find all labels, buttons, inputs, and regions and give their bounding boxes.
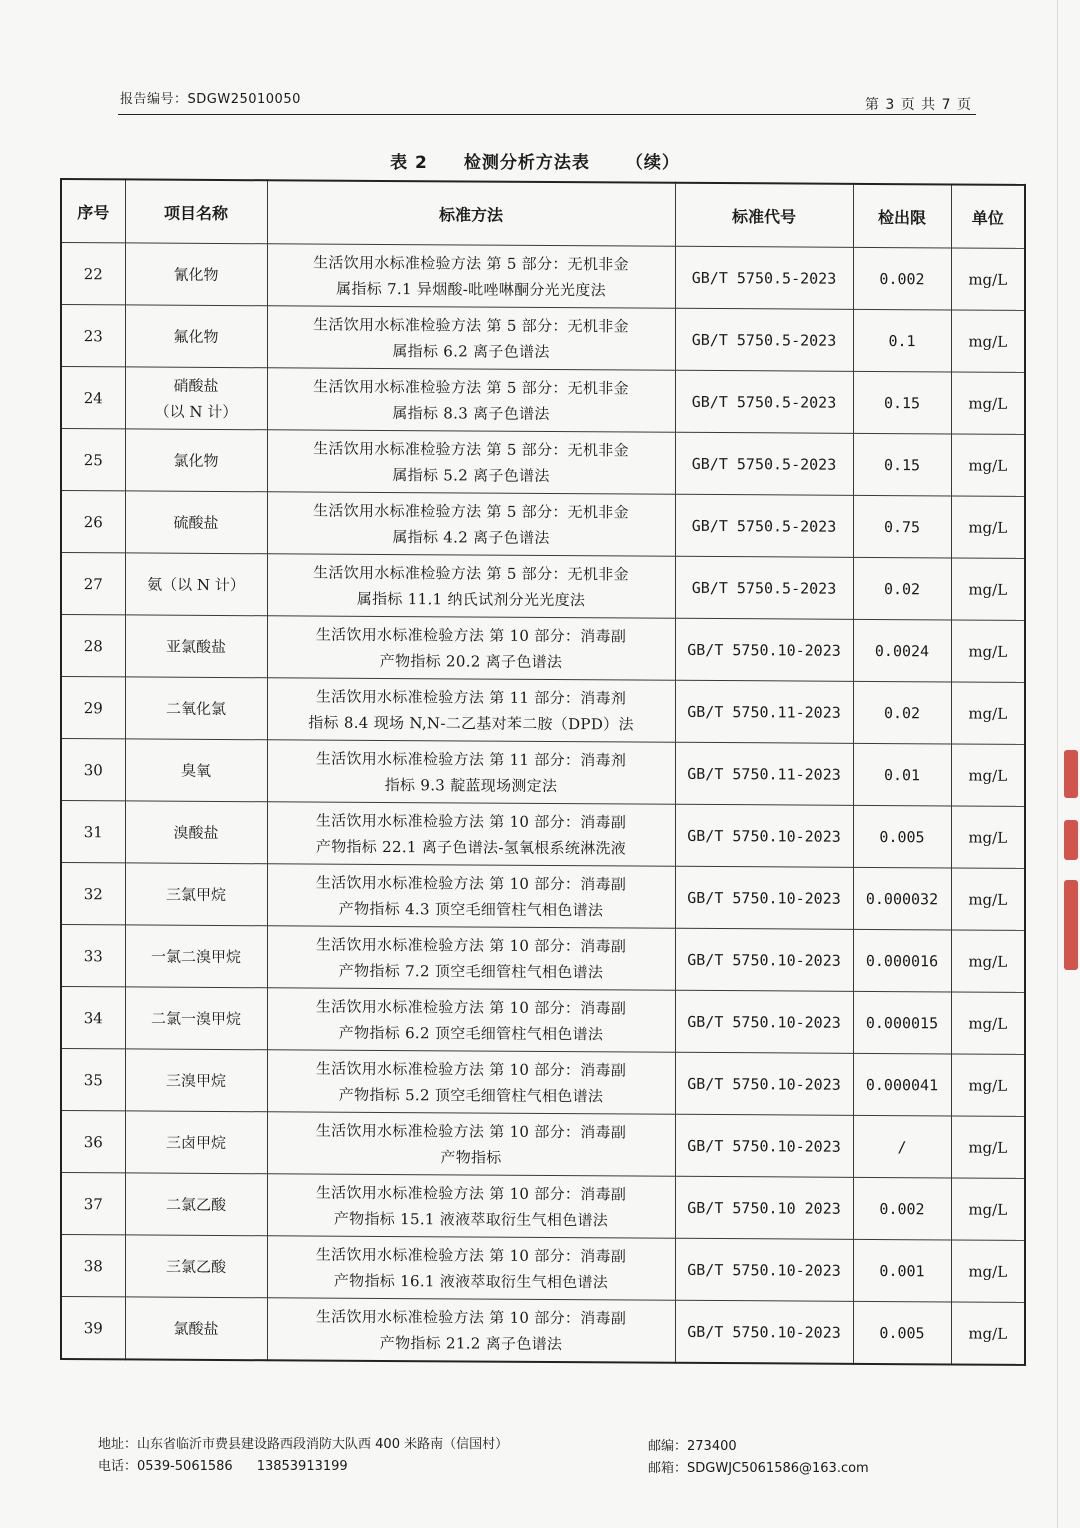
footer-left [98, 1434, 508, 1478]
method-line-2: 产物指标 20.2 离子色谱法 [379, 651, 563, 671]
method-line-1: 生活饮用水标准检验方法 第 5 部分：无机非金 [313, 439, 629, 459]
row-number: 38 [61, 1235, 125, 1297]
standard-code: GB/T 5750.10-2023 [675, 866, 853, 929]
item-name-line: 氯酸盐 [173, 1319, 219, 1338]
unit: mg/L [951, 558, 1025, 620]
standard-code: GB/T 5750.10-2023 [675, 990, 853, 1053]
detection-limit: 0.005 [853, 805, 951, 868]
footer-postcode [648, 1436, 869, 1458]
standard-method [267, 244, 675, 308]
page-info: 第 3 页 共 7 页 [864, 97, 972, 113]
standard-code: GB/T 5750.10-2023 [675, 928, 853, 991]
row-number: 34 [61, 987, 125, 1049]
method-line-2: 指标 9.3 靛蓝现场测定法 [384, 775, 558, 795]
method-line-2: 产物指标 [440, 1147, 502, 1167]
item-name [125, 1173, 267, 1236]
method-line-2: 属指标 4.2 离子色谱法 [392, 527, 550, 547]
col-header-unit: 单位 [951, 184, 1025, 248]
item-name [125, 863, 267, 926]
standard-code: GB/T 5750.5-2023 [675, 370, 853, 433]
page-edge-line [1057, 0, 1058, 1528]
table-row [61, 801, 1025, 869]
method-line-2: 属指标 8.3 离子色谱法 [392, 403, 550, 423]
standard-method [267, 1112, 675, 1176]
detection-limit: 0.000015 [853, 991, 951, 1054]
item-name-line: 三卤甲烷 [165, 1133, 226, 1152]
method-line-1: 生活饮用水标准检验方法 第 5 部分：无机非金 [313, 377, 629, 397]
standard-method [267, 740, 675, 804]
col-header-no: 序号 [61, 179, 125, 243]
unit: mg/L [951, 1178, 1025, 1240]
item-name-line: 二氧化氯 [165, 699, 226, 718]
item-name [125, 305, 267, 368]
method-line-1: 生活饮用水标准检验方法 第 10 部分：消毒副 [315, 1059, 627, 1079]
standard-method [267, 864, 675, 928]
row-number: 30 [61, 739, 125, 801]
row-number: 33 [61, 925, 125, 987]
standard-code: GB/T 5750.5-2023 [675, 494, 853, 557]
item-name [125, 243, 267, 306]
row-number: 26 [61, 491, 125, 553]
standard-code: GB/T 5750.10-2023 [675, 1238, 853, 1301]
unit: mg/L [951, 620, 1025, 682]
detection-limit: 0.15 [853, 433, 951, 496]
row-number: 22 [61, 243, 125, 305]
address-value: 山东省临沂市费县建设路西段消防大队西 400 米路南（信国村） [137, 1437, 509, 1452]
detection-limit: 0.0024 [853, 619, 951, 682]
item-name-line: 亚氯酸盐 [165, 637, 226, 656]
standard-method [267, 1298, 675, 1363]
item-name [125, 925, 267, 988]
method-line-1: 生活饮用水标准检验方法 第 10 部分：消毒副 [315, 997, 627, 1017]
method-line-2: 产物指标 22.1 离子色谱法-氢氧根系统淋洗液 [315, 837, 627, 857]
col-header-method: 标准方法 [267, 180, 675, 246]
standard-code: GB/T 5750.10-2023 [675, 618, 853, 681]
standard-code: GB/T 5750.5-2023 [675, 246, 853, 309]
method-line-1: 生活饮用水标准检验方法 第 5 部分：无机非金 [313, 253, 629, 273]
address-label: 地址： [98, 1437, 138, 1452]
table-row [61, 1173, 1025, 1241]
email-value: SDGWJC5061586@163.com [687, 1461, 869, 1476]
method-line-1: 生活饮用水标准检验方法 第 11 部分：消毒剂 [315, 687, 627, 707]
footer-right [648, 1436, 869, 1480]
item-name-line: 氰化物 [173, 265, 219, 284]
item-name [125, 553, 267, 616]
phone-value-2: 13853913199 [256, 1459, 348, 1474]
method-line-2: 属指标 11.1 纳氏试剂分光光度法 [356, 589, 586, 609]
item-name-line: 硫酸盐 [173, 513, 219, 532]
item-name [125, 987, 267, 1050]
table-row [61, 429, 1025, 497]
method-line-2: 产物指标 15.1 液液萃取衍生气相色谱法 [333, 1209, 609, 1229]
postcode-value: 273400 [687, 1439, 737, 1454]
item-name [125, 739, 267, 802]
standard-method [267, 988, 675, 1052]
item-name [125, 677, 267, 740]
detection-limit: 0.15 [853, 371, 951, 434]
standard-code: GB/T 5750.5-2023 [675, 556, 853, 619]
row-number: 23 [61, 305, 125, 367]
standard-method [267, 554, 675, 618]
unit: mg/L [951, 992, 1025, 1054]
standard-code: GB/T 5750.10 2023 [675, 1176, 853, 1239]
item-name-line: 一氯二溴甲烷 [150, 947, 241, 966]
footer-phone [98, 1456, 508, 1478]
postcode-label: 邮编： [648, 1439, 688, 1454]
method-line-2: 产物指标 5.2 顶空毛细管柱气相色谱法 [338, 1085, 604, 1105]
unit: mg/L [951, 248, 1025, 310]
unit: mg/L [951, 310, 1025, 372]
standard-method [267, 1174, 675, 1238]
standard-method [267, 926, 675, 990]
table-row [61, 1111, 1025, 1179]
table-row [61, 987, 1025, 1055]
row-number: 27 [61, 553, 125, 615]
footer-address [98, 1434, 508, 1456]
footer-email [648, 1458, 869, 1480]
row-number: 29 [61, 677, 125, 739]
row-number: 32 [61, 863, 125, 925]
method-line-1: 生活饮用水标准检验方法 第 5 部分：无机非金 [313, 563, 629, 583]
standard-method [267, 368, 675, 432]
row-number: 35 [61, 1049, 125, 1111]
item-name [125, 429, 267, 492]
col-header-name: 项目名称 [125, 179, 267, 243]
item-name [125, 801, 267, 864]
row-number: 37 [61, 1173, 125, 1235]
method-line-2: 属指标 7.1 异烟酸-吡唑啉酮分光光度法 [336, 279, 606, 299]
method-line-2: 产物指标 7.2 顶空毛细管柱气相色谱法 [338, 961, 604, 981]
detection-limit: 0.02 [853, 557, 951, 620]
standard-method [267, 678, 675, 742]
table-row [61, 367, 1025, 435]
item-name [125, 491, 267, 554]
table-title: 检测分析方法表 [463, 153, 590, 173]
method-line-2: 产物指标 6.2 顶空毛细管柱气相色谱法 [338, 1023, 604, 1043]
standard-method [267, 802, 675, 866]
unit: mg/L [951, 930, 1025, 992]
detection-limit: 0.02 [853, 681, 951, 744]
seal-edge-mark [1064, 820, 1078, 860]
table-row [61, 739, 1025, 807]
table-caption-suffix: （续） [625, 153, 680, 173]
standard-method [267, 1236, 675, 1300]
item-name [125, 1297, 267, 1360]
method-line-1: 生活饮用水标准检验方法 第 10 部分：消毒副 [315, 1307, 627, 1327]
detection-limit: 0.000032 [853, 867, 951, 930]
item-name-line: 二氯乙酸 [165, 1195, 226, 1214]
standard-method [267, 430, 675, 494]
item-name-line: 硝酸盐 [173, 376, 219, 395]
detection-limit: / [853, 1115, 951, 1178]
email-label: 邮箱： [648, 1461, 688, 1476]
method-line-2: 产物指标 16.1 液液萃取衍生气相色谱法 [333, 1271, 609, 1291]
method-line-1: 生活饮用水标准检验方法 第 5 部分：无机非金 [313, 315, 629, 335]
table-row [61, 305, 1025, 373]
item-name-line: 溴酸盐 [173, 823, 219, 842]
table-row [61, 615, 1025, 683]
table-header-row [61, 179, 1025, 248]
method-line-1: 生活饮用水标准检验方法 第 11 部分：消毒剂 [315, 749, 627, 769]
item-name-line: 氨（以 N 计） [147, 575, 245, 594]
method-line-1: 生活饮用水标准检验方法 第 10 部分：消毒副 [315, 811, 627, 831]
method-table [60, 178, 1026, 1366]
standard-method [267, 306, 675, 370]
unit: mg/L [951, 868, 1025, 930]
method-line-1: 生活饮用水标准检验方法 第 10 部分：消毒副 [315, 935, 627, 955]
method-line-1: 生活饮用水标准检验方法 第 10 部分：消毒副 [315, 1121, 627, 1141]
method-line-2: 产物指标 21.2 离子色谱法 [379, 1333, 563, 1353]
phone-value-1: 0539-5061586 [137, 1459, 233, 1474]
row-number: 31 [61, 801, 125, 863]
table-row [61, 863, 1025, 931]
header-rule [118, 114, 976, 115]
table-row [61, 677, 1025, 745]
standard-code: GB/T 5750.10-2023 [675, 1114, 853, 1177]
row-number: 39 [61, 1297, 125, 1360]
unit: mg/L [951, 806, 1025, 868]
table-number: 表 2 [390, 153, 428, 173]
item-name [125, 1111, 267, 1174]
table-row [61, 1235, 1025, 1303]
row-number: 28 [61, 615, 125, 677]
standard-code: GB/T 5750.10-2023 [675, 1052, 853, 1115]
standard-method [267, 1050, 675, 1114]
unit: mg/L [951, 1116, 1025, 1178]
method-line-1: 生活饮用水标准检验方法 第 10 部分：消毒副 [315, 1183, 627, 1203]
col-header-code: 标准代号 [675, 183, 853, 248]
table-row [61, 925, 1025, 993]
method-line-2: 属指标 5.2 离子色谱法 [392, 465, 550, 485]
item-name-line: 三溴甲烷 [165, 1071, 226, 1090]
method-line-2: 属指标 6.2 离子色谱法 [392, 341, 550, 361]
method-line-1: 生活饮用水标准检验方法 第 10 部分：消毒副 [315, 873, 627, 893]
standard-code: GB/T 5750.11-2023 [675, 680, 853, 743]
unit: mg/L [951, 744, 1025, 806]
standard-code: GB/T 5750.5-2023 [675, 308, 853, 371]
unit: mg/L [951, 496, 1025, 558]
detection-limit: 0.000041 [853, 1053, 951, 1116]
item-name [125, 367, 267, 430]
phone-label: 电话： [98, 1459, 138, 1474]
detection-limit: 0.1 [853, 309, 951, 372]
item-name [125, 1235, 267, 1298]
unit: mg/L [951, 434, 1025, 496]
unit: mg/L [951, 1302, 1025, 1365]
item-name [125, 615, 267, 678]
unit: mg/L [951, 1240, 1025, 1302]
item-name-line: 氟化物 [173, 327, 219, 346]
report-number [120, 88, 301, 107]
col-header-limit: 检出限 [853, 184, 951, 248]
detection-limit: 0.75 [853, 495, 951, 558]
item-name [125, 1049, 267, 1112]
item-name-line: 二氯一溴甲烷 [150, 1009, 241, 1028]
row-number: 25 [61, 429, 125, 491]
detection-limit: 0.000016 [853, 929, 951, 992]
unit: mg/L [951, 682, 1025, 744]
table-row [61, 1049, 1025, 1117]
standard-method [267, 492, 675, 556]
table-row [61, 491, 1025, 559]
unit: mg/L [951, 372, 1025, 434]
item-name-line: （以 N 计） [154, 402, 238, 421]
method-line-1: 生活饮用水标准检验方法 第 10 部分：消毒副 [315, 1245, 627, 1265]
method-line-2: 产物指标 4.3 顶空毛细管柱气相色谱法 [338, 899, 604, 919]
standard-method [267, 616, 675, 680]
method-line-1: 生活饮用水标准检验方法 第 10 部分：消毒副 [315, 625, 627, 645]
standard-code: GB/T 5750.5-2023 [675, 432, 853, 495]
method-line-2: 指标 8.4 现场 N,N-二乙基对苯二胺（DPD）法 [308, 713, 634, 734]
standard-code: GB/T 5750.11-2023 [675, 742, 853, 805]
table-row [61, 553, 1025, 621]
table-caption [40, 148, 1030, 173]
detection-limit: 0.002 [853, 1177, 951, 1240]
item-name-line: 三氯甲烷 [165, 885, 226, 904]
row-number: 36 [61, 1111, 125, 1173]
unit: mg/L [951, 1054, 1025, 1116]
item-name-line: 氯化物 [173, 451, 219, 470]
report-number-value: SDGW25010050 [187, 92, 301, 107]
seal-edge-mark [1064, 880, 1078, 970]
detection-limit: 0.01 [853, 743, 951, 806]
row-number: 24 [61, 367, 125, 429]
report-number-label: 报告编号： [120, 92, 188, 107]
standard-code: GB/T 5750.10-2023 [675, 1300, 853, 1364]
table-row [61, 1297, 1025, 1365]
seal-edge-mark [1064, 750, 1078, 798]
detection-limit: 0.002 [853, 247, 951, 310]
detection-limit: 0.005 [853, 1301, 951, 1364]
item-name-line: 臭氧 [180, 761, 211, 780]
item-name-line: 三氯乙酸 [165, 1257, 226, 1276]
table-row [61, 243, 1025, 311]
standard-code: GB/T 5750.10-2023 [675, 804, 853, 867]
detection-limit: 0.001 [853, 1239, 951, 1302]
method-line-1: 生活饮用水标准检验方法 第 5 部分：无机非金 [313, 501, 629, 521]
